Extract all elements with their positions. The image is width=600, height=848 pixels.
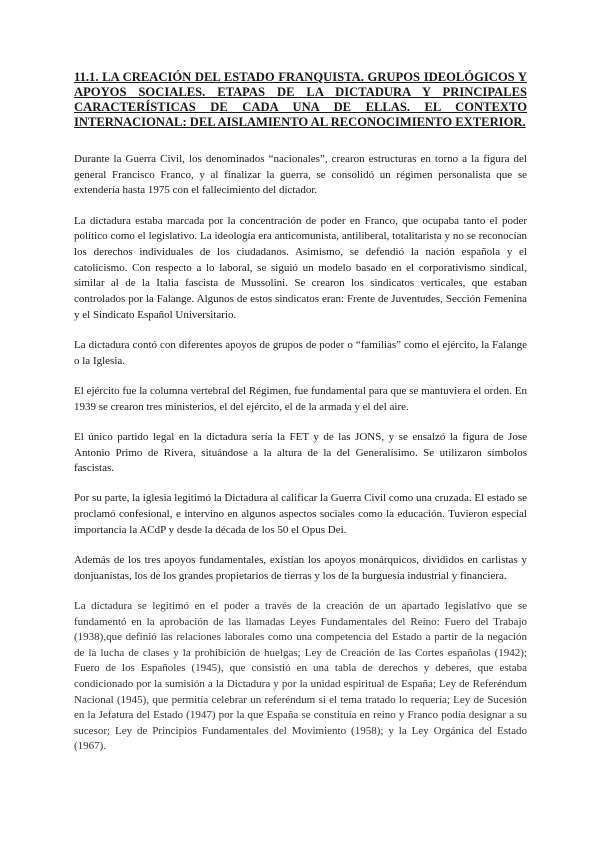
paragraph-iglesia: Por su parte, la iglesia legitimó la Dictadura al calificar la Guerra Civil como una cruzada. El estado se proclamó confesional, e intervino en algunos aspectos sociales como la educación. Tuvieron especial importancia la ACdP y desde la década de los 50 el Opus Dei.: [74, 492, 527, 536]
paragraph-otros-apoyos: Además de los tres apoyos fundamentales, existían los apoyos monárquicos, divididos en carlistas y donjuanistas, los de los grandes propietarios de tierras y los de la burguesía industrial y financiera.: [74, 554, 527, 582]
paragraph-ejercito: El ejército fue la columna vertebral del Régimen, fue fundamental para que se mantuviera el orden. En 1939 se crearon tres ministerios, el del ejército, el de la armada y el del aire.: [74, 384, 527, 413]
document-page: [74, 70, 527, 769]
paragraph-partido-unico: El único partido legal en la dictadura sería la FET y de las JONS, y se ensalzó la figura de Jose Antonio Primo de Rivera, situándose a la altura de la del Generalísimo. Se utilizaron símbolos fascistas.: [74, 430, 527, 475]
section-heading: 11.1. LA CREACIÓN DEL ESTADO FRANQUISTA. GRUPOS IDEOLÓGICOS Y APOYOS SOCIALES. ETAPAS DE LA DICTADURA Y PRINCIPALES CARACTERÍSTICAS DE CADA UNA DE ELLAS. EL CONTEXTO INTERNACIONAL: DEL AISLAMIENTO AL RECONOCIMIENTO EXTERIOR.: [74, 70, 527, 129]
paragraph-guerra-civil: Durante la Guerra Civil, los denominados “nacionales”, crearon estructuras en torno a la figura del general Francisco Franco, y al finalizar la guerra, se consolidó un régimen personalista que se extendería hasta 1975 con el fallecimiento del dictador.: [74, 153, 527, 197]
paragraph-dictadura-caracteristicas: La dictadura estaba marcada por la concentración de poder en Franco, que ocupaba tanto el poder político como el legislativo. La ideología era anticomunista, antiliberal, totalitarista y no se reconocían los derechos individuales de los ciudadanos. Asimismo, se defendió la nación española y el catolicismo. Con respecto a lo laboral, se siguió un modelo basado en el corporativismo sindical, similar al de la Italia fascista de Mussolini. Se crearon los sindicatos verticales, que estaban controlados por la Falange. Algunos de estos sindicatos eran: Frente de Juventudes, Sección Femenina y el Sindicato Español Universitario.: [74, 214, 527, 321]
paragraph-leyes-fundamentales: La dictadura se legitimó en el poder a través de la creación de un apartado legislativo que se fundamentó en la aprobación de las llamadas Leyes Fundamentales del Reino: Fuero del Trabajo (1938),que definió las relaciones laborales como una competencia del Estado a partir de la negación de la lucha de clases y la prohibición de huelgas; Ley de Creación de las Cortes españolas (1942); Fuero de los Españoles (1945), que consistió en una tabla de derechos y deberes, que estaba condicionado por la sumisión a la Dictadura y por la unidad espiritual de España; Ley de Referéndum Nacional (1945), que permitía celebrar un referéndum si el tema tratado lo requería; Ley de Sucesión en la Jefatura del Estado (1947) por la que España se constituía en reino y Franco podía designar a su sucesor; Ley de Principios Fundamentales del Movimiento (1958); y la Ley Orgánica del Estado (1967).: [74, 599, 527, 753]
paragraph-apoyos: La dictadura contó con diferentes apoyos de grupos de poder o “familias” como el ejército, la Falange o la Iglesia.: [74, 339, 527, 367]
